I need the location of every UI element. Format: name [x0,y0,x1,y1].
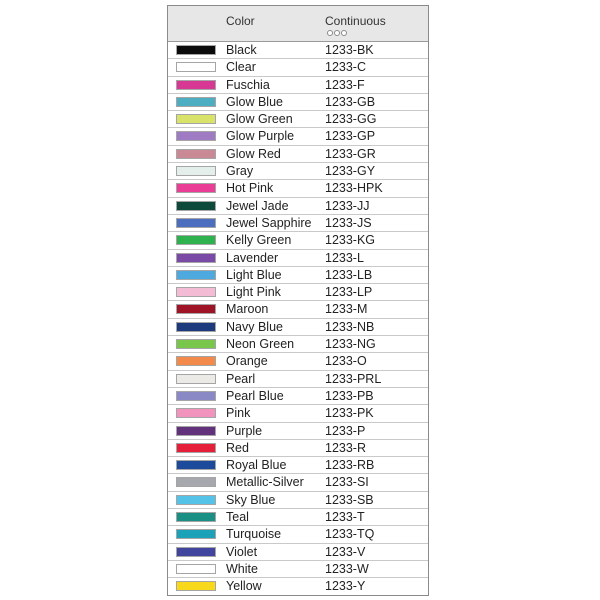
color-name: Kelly Green [226,233,292,248]
color-row [168,215,428,232]
color-name: Clear [226,60,256,75]
color-name: Hot Pink [226,181,274,196]
dot-icon [334,30,340,36]
dot-icon [341,30,347,36]
color-swatch [176,408,216,418]
color-row [168,578,428,595]
color-swatch [176,391,216,401]
color-row [168,423,428,440]
color-swatch [176,218,216,228]
color-row [168,198,428,215]
color-name: Royal Blue [226,458,287,473]
product-code: 1233-F [325,77,365,92]
color-row [168,267,428,284]
color-row [168,474,428,491]
color-swatch [176,80,216,90]
color-row [168,77,428,94]
chart-header [168,6,428,42]
color-row [168,146,428,163]
color-row [168,509,428,526]
color-row [168,59,428,76]
color-name: Yellow [226,579,262,594]
color-swatch [176,304,216,314]
color-column-header: Color [226,14,255,28]
color-name: Pearl [226,371,256,386]
color-swatch [176,114,216,124]
color-name: Glow Green [226,112,293,127]
product-code: 1233-BK [325,43,374,57]
product-code: 1233-C [325,60,366,75]
color-row [168,353,428,370]
color-swatch [176,495,216,505]
color-swatch [176,477,216,487]
color-row [168,284,428,301]
color-swatch [176,62,216,72]
color-row [168,111,428,128]
color-swatch [176,253,216,263]
dot-icon [327,30,333,36]
color-row [168,405,428,422]
product-code: 1233-PB [325,388,374,403]
color-name: Light Pink [226,285,281,300]
product-code: 1233-JJ [325,198,370,213]
color-chart-card [167,5,429,596]
color-name: Jewel Sapphire [226,215,312,230]
product-code: 1233-GY [325,164,376,179]
color-row [168,388,428,405]
color-swatch [176,529,216,539]
color-swatch [176,287,216,297]
color-row [168,336,428,353]
continuous-dots-icon [327,30,347,36]
color-swatch [176,356,216,366]
color-name: Neon Green [226,337,295,352]
color-row [168,94,428,111]
product-code: 1233-PK [325,406,374,421]
color-swatch [176,581,216,591]
color-row [168,561,428,578]
product-code: 1233-R [325,440,366,455]
color-row [168,457,428,474]
product-code: 1233-TQ [325,527,375,542]
product-code: 1233-LB [325,267,373,282]
color-swatch [176,201,216,211]
color-name: Glow Blue [226,94,283,109]
color-name: Fuschia [226,77,270,92]
color-row [168,232,428,249]
color-name: Pearl Blue [226,388,284,403]
color-row [168,492,428,509]
color-name: Glow Red [226,146,281,161]
color-name: Glow Purple [226,129,295,144]
product-code: 1233-Y [325,579,366,594]
color-name: Sky Blue [226,492,276,507]
color-row [168,42,428,59]
color-swatch [176,443,216,453]
color-row [168,301,428,318]
color-name: Purple [226,423,263,438]
product-code: 1233-GP [325,129,376,144]
product-code: 1233-L [325,250,364,265]
color-name: Metallic-Silver [226,475,304,490]
product-code: 1233-KG [325,233,376,248]
color-row [168,440,428,457]
color-row [168,319,428,336]
color-swatch [176,166,216,176]
product-code: 1233-JS [325,215,372,230]
product-code: 1233-M [325,302,368,317]
color-swatch [176,512,216,522]
color-swatch [176,131,216,141]
product-code: 1233-GR [325,146,376,161]
product-code: 1233-NG [325,337,376,352]
color-name: Turquoise [226,527,282,542]
color-name: Orange [226,354,268,369]
color-swatch [176,183,216,193]
color-name: Jewel Jade [226,198,289,213]
color-name: White [226,561,258,576]
product-code: 1233-T [325,510,365,525]
product-code: 1233-SB [325,492,374,507]
product-code: 1233-PRL [325,371,382,386]
color-row [168,526,428,543]
color-name: Red [226,440,249,455]
color-swatch [176,97,216,107]
product-code: 1233-RB [325,458,375,473]
color-row [168,544,428,561]
color-name: Maroon [226,302,269,317]
color-row [168,250,428,267]
product-code: 1233-GB [325,94,376,109]
product-code: 1233-HPK [325,181,383,196]
continuous-column-header: Continuous [325,14,386,28]
product-code: 1233-SI [325,475,369,490]
color-name: Light Blue [226,267,282,282]
product-code: 1233-LP [325,285,373,300]
color-name: Teal [226,510,249,525]
color-swatch [176,460,216,470]
product-code: 1233-W [325,561,369,576]
color-row [168,163,428,180]
color-rows [168,42,428,596]
color-swatch [176,235,216,245]
product-code: 1233-O [325,354,367,369]
color-swatch [176,322,216,332]
product-code: 1233-NB [325,319,375,334]
color-swatch [176,564,216,574]
color-name: Lavender [226,250,279,265]
color-row [168,128,428,145]
product-code: 1233-V [325,544,366,559]
color-swatch [176,149,216,159]
color-swatch [176,270,216,280]
color-name: Black [226,43,257,57]
color-name: Pink [226,406,251,421]
color-name: Gray [226,164,254,179]
color-swatch [176,547,216,557]
color-name: Navy Blue [226,319,283,334]
color-row [168,371,428,388]
color-swatch [176,339,216,349]
color-row [168,180,428,197]
color-swatch [176,426,216,436]
product-code: 1233-P [325,423,366,438]
color-swatch [176,45,216,55]
product-code: 1233-GG [325,112,377,127]
color-swatch [176,374,216,384]
color-name: Violet [226,544,258,559]
